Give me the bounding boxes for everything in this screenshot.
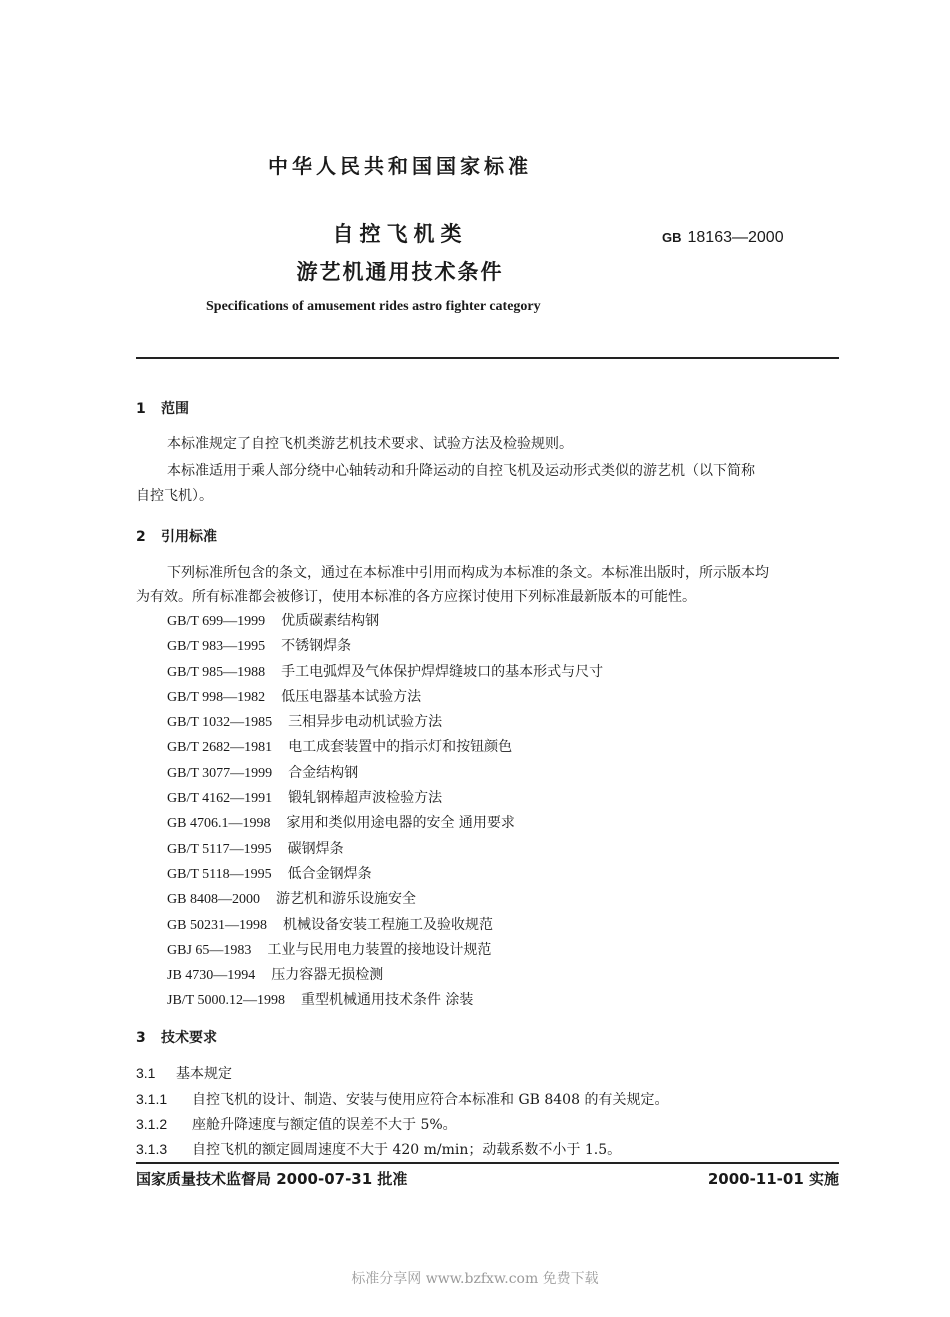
section1-number: 1 [136, 401, 146, 417]
reference-title: 三相异步电动机试验方法 [288, 714, 443, 731]
reference-item [167, 963, 603, 988]
clause-number: 3.1.3 [136, 1141, 168, 1157]
reference-code: GB 4706.1—1998 [167, 816, 271, 832]
reference-title: 游艺机和游乐设施安全 [275, 891, 416, 908]
reference-code: GB/T 983—1995 [167, 639, 266, 655]
reference-item [167, 761, 603, 786]
reference-code: GB/T 5118—1995 [167, 866, 272, 882]
reference-code: GB 50231—1998 [167, 917, 267, 933]
national-standard-title: 中华人民共和国国家标准 [268, 154, 532, 178]
reference-code: JB 4730—1994 [167, 968, 256, 984]
clause-text: 自控飞机的设计、制造、安装与使用应符合本标准和 GB 8408 的有关规定。 [192, 1092, 669, 1108]
reference-code: GBJ 65—1983 [167, 942, 252, 958]
approval-line: 国家质量技术监督局 2000-07-31 批准 [136, 1170, 408, 1188]
reference-item [167, 735, 603, 760]
section1-heading [136, 398, 189, 418]
reference-title: 机械设备安装工程施工及验收规范 [282, 916, 493, 933]
reference-item [167, 862, 603, 887]
reference-item [167, 913, 603, 938]
clause-3-1-1 [136, 1089, 668, 1109]
reference-item [167, 609, 603, 634]
section2-intro-line1: 下列标准所包含的条文，通过在本标准中引用而构成为本标准的条文。本标准出版时，所示版本均 [167, 565, 769, 581]
section2-intro-line2: 为有效。所有标准都会被修订，使用本标准的各方应探讨使用下列标准最新版本的可能性。 [136, 589, 696, 605]
section1-para2-line1: 本标准适用于乘人部分绕中心轴转动和升降运动的自控飞机及运动形式类似的游艺机（以下简称 [167, 463, 755, 479]
gb-prefix: GB [662, 230, 682, 245]
reference-code: GB/T 3077—1999 [167, 765, 273, 781]
reference-code: GB 8408—2000 [167, 892, 260, 908]
reference-title: 工业与民用电力装置的接地设计规范 [267, 941, 492, 958]
reference-title: 碳钢焊条 [287, 840, 344, 857]
section1-para1: 本标准规定了自控飞机类游艺机技术要求、试验方法及检验规则。 [167, 436, 573, 452]
clause-3-1 [136, 1063, 232, 1083]
gb-code [662, 229, 784, 247]
reference-title: 低压电器基本试验方法 [281, 688, 422, 705]
reference-code: GB/T 1032—1985 [167, 715, 273, 731]
reference-title: 低合金钢焊条 [287, 865, 372, 882]
reference-item [167, 634, 603, 659]
clause-number: 3.1.2 [136, 1116, 168, 1132]
clause-number: 3.1.1 [136, 1091, 168, 1107]
reference-title: 压力容器无损检测 [271, 967, 384, 984]
reference-code: GB/T 985—1988 [167, 664, 266, 680]
reference-title: 不锈钢焊条 [281, 638, 352, 655]
footer-divider [136, 1162, 839, 1164]
reference-title: 手工电弧焊及气体保护焊焊缝坡口的基本形式与尺寸 [281, 663, 604, 680]
reference-code: GB/T 5117—1995 [167, 841, 272, 857]
reference-list [167, 609, 603, 1014]
reference-title: 电工成套装置中的指示灯和按钮颜色 [288, 739, 513, 756]
reference-code: GB/T 699—1999 [167, 614, 266, 629]
english-title: Specifications of amusement rides astro fighter category [206, 299, 541, 314]
implementation-date: 2000-11-01 实施 [707, 1170, 839, 1188]
reference-item [167, 887, 603, 912]
reference-title: 锻轧钢棒超声波检验方法 [288, 790, 443, 807]
standard-title-line2: 游艺机通用技术条件 [296, 260, 504, 284]
gb-number: 18163—2000 [687, 229, 784, 246]
section2-title: 引用标准 [161, 529, 217, 545]
reference-title: 优质碳素结构钢 [281, 613, 380, 629]
section2-heading [136, 526, 217, 546]
clause-3-1-2 [136, 1114, 457, 1134]
clause-3-1-3 [136, 1139, 621, 1159]
reference-item [167, 988, 603, 1013]
section1-title: 范围 [161, 401, 189, 417]
standard-title-line1: 自控飞机类 [332, 222, 468, 246]
reference-item [167, 837, 603, 862]
reference-title: 家用和类似用途电器的安全 通用要求 [286, 815, 515, 832]
section3-title: 技术要求 [161, 1030, 217, 1046]
reference-item [167, 710, 603, 735]
section3-number: 3 [136, 1030, 146, 1046]
reference-item [167, 685, 603, 710]
clause-text: 座舱升降速度与额定值的误差不大于 5%。 [192, 1117, 457, 1133]
reference-item [167, 660, 603, 685]
section3-heading [136, 1027, 217, 1047]
clause-text: 自控飞机的额定圆周速度不大于 420 m/min；动载系数不小于 1.5。 [192, 1142, 622, 1158]
reference-title: 重型机械通用技术条件 涂装 [300, 992, 474, 1009]
header-divider [136, 357, 839, 359]
watermark: 标准分享网 www.bzfxw.com 免费下载 [351, 1271, 599, 1287]
clause-number: 3.1 [136, 1065, 156, 1081]
reference-item [167, 811, 603, 836]
reference-item [167, 938, 603, 963]
reference-code: JB/T 5000.12—1998 [167, 993, 285, 1009]
section2-number: 2 [136, 529, 146, 545]
reference-code: GB/T 4162—1991 [167, 791, 273, 807]
reference-item [167, 786, 603, 811]
reference-title: 合金结构钢 [288, 764, 359, 781]
reference-code: GB/T 998—1982 [167, 689, 266, 705]
clause-text: 基本规定 [176, 1066, 232, 1082]
section1-para2-line2: 自控飞机）。 [136, 488, 213, 504]
reference-code: GB/T 2682—1981 [167, 740, 273, 756]
